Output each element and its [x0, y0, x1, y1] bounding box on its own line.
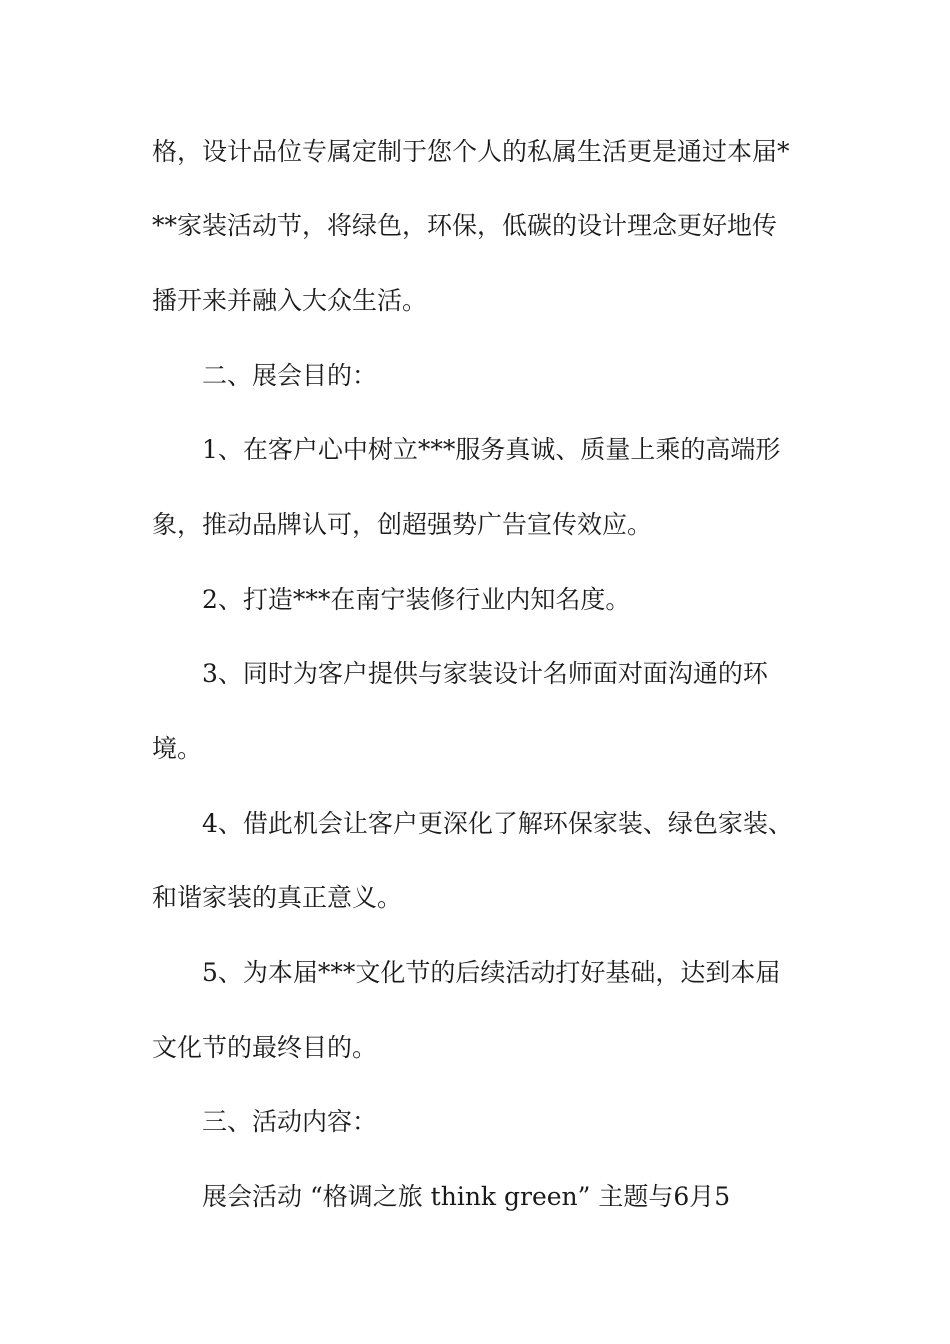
- paragraph-line: 播开来并融入大众生活。: [152, 286, 428, 315]
- list-item: 5、为本届***文化节的后续活动打好基础，达到本届: [202, 958, 781, 987]
- paragraph-line: 境。: [152, 734, 203, 763]
- list-item: 1、在客户心中树立***服务真诚、质量上乘的高端形: [202, 435, 781, 464]
- paragraph-line: 象，推动品牌认可，创超强势广告宣传效应。: [152, 510, 653, 539]
- list-item: 4、借此机会让客户更深化了解环保家装、绿色家装、: [202, 809, 793, 838]
- paragraph-line: 文化节的最终目的。: [152, 1033, 378, 1062]
- paragraph-line: 展会活动 “格调之旅 think green” 主题与6月5: [202, 1182, 731, 1211]
- list-item: 2、打造***在南宁装修行业内知名度。: [202, 585, 631, 614]
- paragraph-line: 格，设计品位专属定制于您个人的私属生活更是通过本届*: [152, 137, 790, 166]
- section-heading: 三、活动内容：: [202, 1107, 378, 1136]
- paragraph-line: 和谐家装的真正意义。: [152, 883, 403, 912]
- section-heading: 二、展会目的：: [202, 361, 378, 390]
- paragraph-line: **家装活动节，将绿色，环保，低碳的设计理念更好地传: [152, 211, 778, 240]
- list-item: 3、同时为客户提供与家装设计名师面对面沟通的环: [202, 659, 768, 688]
